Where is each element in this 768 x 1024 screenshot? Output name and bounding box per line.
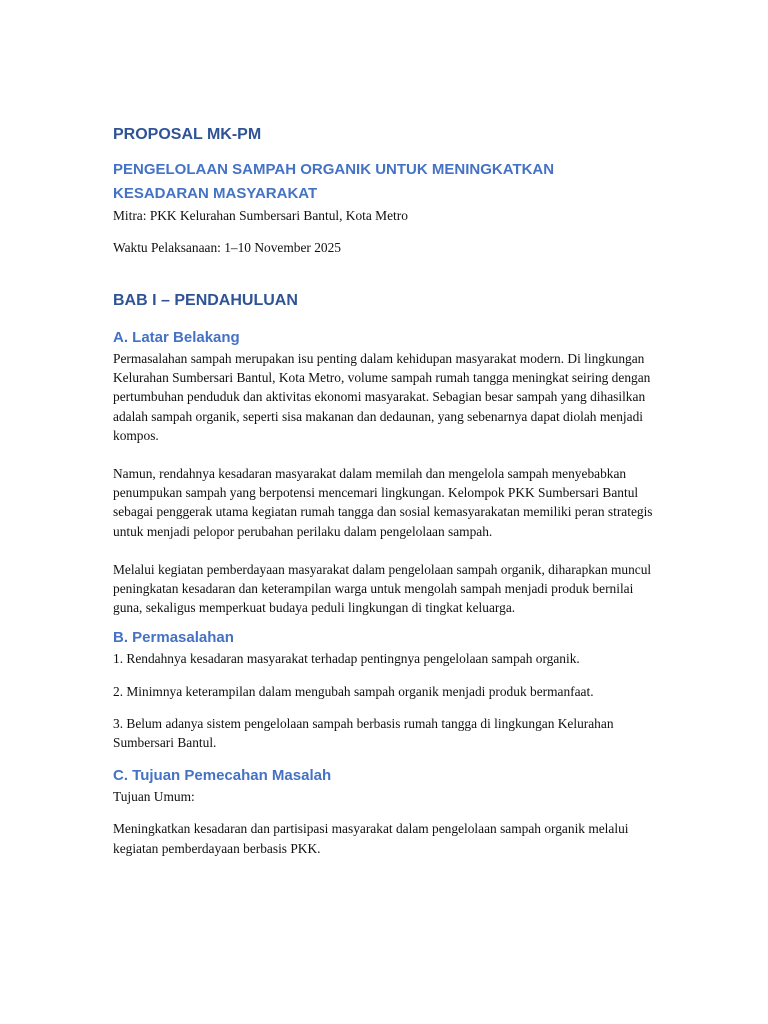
paragraph: Melalui kegiatan pemberdayaan masyarakat dalam pengelolaan sampah organik, diharapkan muncul peningkatan kesadaran dan keterampilan warga untuk mengolah sampah menjadi produk bernilai guna, sekaligus memperkuat budaya peduli lingkungan di tingkat keluarga. [113,561,652,616]
waktu-line: Waktu Pelaksanaan: 1–10 November 2025 [113,240,341,255]
mitra-line: Mitra: PKK Kelurahan Sumbersari Bantul, Kota Metro [113,208,408,223]
section-b-heading: B. Permasalahan [113,629,234,647]
list-item: 1. Rendahnya kesadaran masyarakat terhadap pentingnya pengelolaan sampah organik. [113,651,580,667]
tujuan-umum-label: Tujuan Umum: [113,789,195,805]
chapter-heading: BAB I – PENDAHULUAN [113,292,298,309]
document-title: PROPOSAL MK-PM [113,126,262,143]
section-a-body [113,349,658,617]
paragraph: Permasalahan sampah merupakan isu penting dalam kehidupan masyarakat modern. Di lingkungan Kelurahan Sumbersari Bantul, Kota Metro, volume sampah rumah tangga meningkat seiring dengan pertumbuhan penduduk dan aktivitas ekonomi masyarakat. Sebagian besar sampah yang dihasilkan adalah sampah organik, seperti sisa makanan dan dedaunan, yang sebenarnya dapat diolah menjadi kompos. [113,351,651,443]
section-c-heading: C. Tujuan Pemecahan Masalah [113,767,332,785]
section-a-heading: A. Latar Belakang [113,329,240,346]
document-subtitle: PENGELOLAAN SAMPAH ORGANIK UNTUK MENINGKATKAN KESADARAN MASYARAKAT [113,161,555,202]
paragraph: Namun, rendahnya kesadaran masyarakat dalam memilah dan mengelola sampah menyebabkan penumpukan sampah yang berpotensi mencemari lingkungan. Kelompok PKK Sumbersari Bantul sebagai penggerak utama kegiatan rumah tangga dan sosial kemasyarakatan memiliki peran strategis untuk menjadi pelopor perubahan perilaku dalam pengelolaan sampah. [113,466,653,539]
section-b-list [113,649,658,752]
list-item: 2. Minimnya keterampilan dalam mengubah sampah organik menjadi produk bermanfaat. [113,683,594,699]
list-item: 3. Belum adanya sistem pengelolaan sampah berbasis rumah tangga di lingkungan Kelurahan Sumbersari Bantul. [113,715,614,751]
tujuan-umum-text: Meningkatkan kesadaran dan partisipasi masyarakat dalam pengelolaan sampah organik melalui kegiatan pemberdayaan berbasis PKK. [113,821,629,856]
document-page [113,124,658,858]
